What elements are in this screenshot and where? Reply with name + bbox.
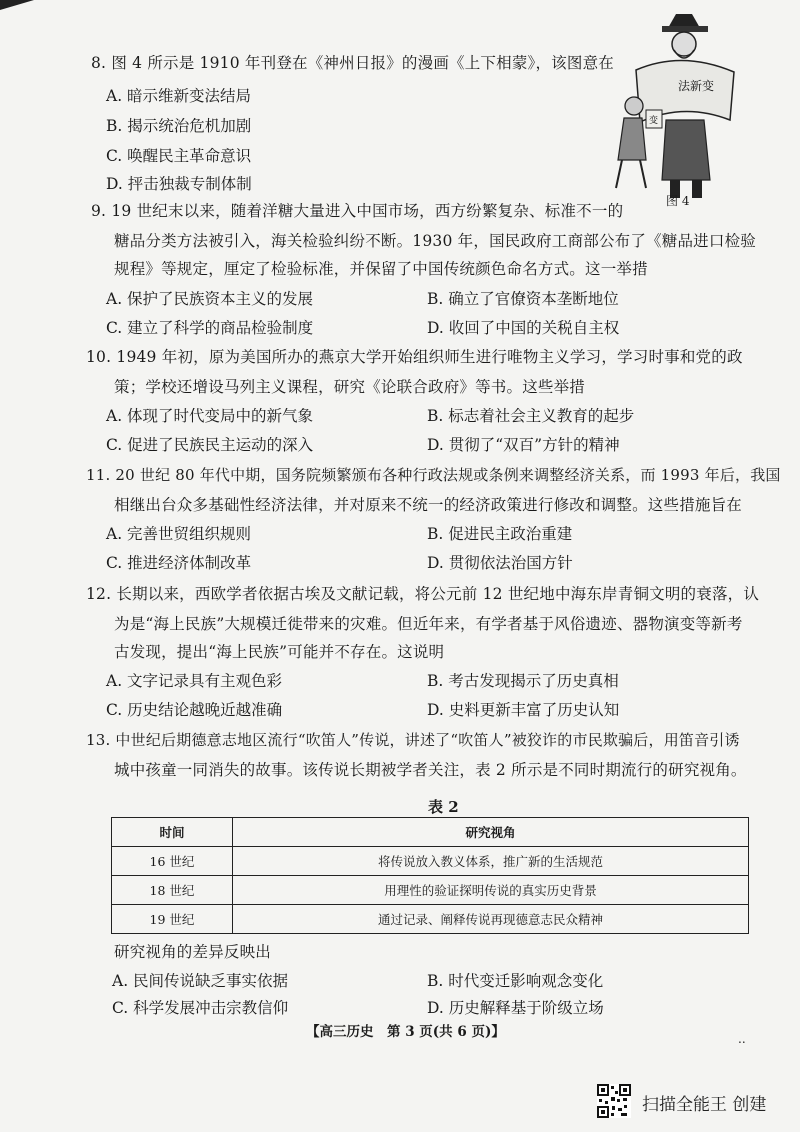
q13-question: 研究视角的差异反映出 [114,943,272,961]
footer-dots: .. [738,1032,746,1046]
q10-option-d[interactable]: D. 贯彻了“双百”方针的精神 [427,436,620,454]
q13-stem-line-2: 城中孩童一同消失的故事。该传说长期被学者关注，表 2 所示是不同时期流行的研究视角。 [114,761,747,779]
q10-option-b[interactable]: B. 标志着社会主义教育的起步 [427,407,635,425]
q9-stem-line-3: 规程》等规定，厘定了检验标准，并保留了中国传统颜色命名方式。这一举措 [114,260,648,278]
q12-option-a[interactable]: A. 文字记录具有主观色彩 [106,672,283,690]
q8-option-a[interactable]: A. 暗示维新变法结局 [106,87,252,105]
q13-option-b[interactable]: B. 时代变迁影响观念变化 [427,972,604,990]
q12-option-d[interactable]: D. 史料更新丰富了历史认知 [427,701,620,719]
q9-stem-line-2: 糖品分类方法被引入，海关检验纠纷不断。1930 年，国民政府工商部公布了《糖品进口检验 [114,232,756,250]
banner-text: 法新变 [678,79,715,93]
q13-option-c[interactable]: C. 科学发展冲击宗教信仰 [112,999,289,1017]
q9-option-a[interactable]: A. 保护了民族资本主义的发展 [106,290,314,308]
page-footer: 【高三历史 第 3 页(共 6 页)】 [306,1024,505,1040]
table-cell-time: 16 世纪 [112,847,233,876]
table-row [112,905,749,934]
table-row [112,847,749,876]
watermark-brand: 扫描全能王 创建 [642,1095,767,1115]
cartoon-figure [606,10,738,210]
q9-option-b[interactable]: B. 确立了官僚资本垄断地位 [427,290,619,308]
q10-option-c[interactable]: C. 促进了民族民主运动的深入 [106,436,314,454]
table-cell-perspective: 通过记录、阐释传说再现德意志民众精神 [233,905,749,934]
q8-stem-line-1: 8. 图 4 所示是 1910 年刊登在《神州日报》的漫画《上下相蒙》，该图意在 [91,54,614,72]
figure-caption: 图 4 [666,194,690,208]
table-header-perspective: 研究视角 [233,818,749,847]
table-cell-perspective: 用理性的验证探明传说的真实历史背景 [233,876,749,905]
q13-stem-line-1: 13. 中世纪后期德意志地区流行“吹笛人”传说，讲述了“吹笛人”被狡诈的市民欺骗后，用笛音引诱 [86,731,740,749]
table-header-row [112,818,749,847]
q11-option-b[interactable]: B. 促进民主政治重建 [427,525,573,543]
q8-option-d[interactable]: D. 抨击独裁专制体制 [106,175,252,193]
q13-option-d[interactable]: D. 历史解释基于阶级立场 [427,999,604,1017]
q9-stem-line-1: 9. 19 世纪末以来，随着洋糖大量进入中国市场，西方纷繁复杂、标准不一的 [91,202,624,220]
q10-stem-line-1: 10. 1949 年初，原为美国所办的燕京大学开始组织师生进行唯物主义学习，学习时事和党的政 [86,348,743,366]
q11-stem-line-1: 11. 20 世纪 80 年代中期，国务院频繁颁布各种行政法规或条例来调整经济关系，而 1993 年后，我国 [86,466,781,484]
table-cell-time: 18 世纪 [112,876,233,905]
table-row [112,876,749,905]
q9-option-d[interactable]: D. 收回了中国的关税自主权 [427,319,620,337]
q12-stem-line-1: 12. 长期以来，西欧学者依据古埃及文献记载，将公元前 12 世纪地中海东岸青铜文明的衰落，认 [86,585,760,603]
q12-stem-line-3: 古发现，提出“海上民族”可能并不存在。这说明 [114,643,445,661]
table-cell-perspective: 将传说放入教义体系，推广新的生活规范 [233,847,749,876]
q11-option-c[interactable]: C. 推进经济体制改革 [106,554,252,572]
q12-option-b[interactable]: B. 考古发现揭示了历史真相 [427,672,619,690]
small-sign-text: 变 [649,116,659,126]
q9-option-c[interactable]: C. 建立了科学的商品检验制度 [106,319,314,337]
table-header-time: 时间 [112,818,233,847]
q12-stem-line-2: 为是“海上民族”大规模迁徙带来的灾难。但近年来，有学者基于风俗遗迹、器物演变等新考 [114,615,743,633]
q11-option-d[interactable]: D. 贯彻依法治国方针 [427,554,573,572]
q8-option-b[interactable]: B. 揭示统治危机加剧 [106,117,252,135]
table-title: 表 2 [428,798,459,816]
q10-stem-line-2: 策；学校还增设马列主义课程，研究《论联合政府》等书。这些举措 [114,378,586,396]
q13-option-a[interactable]: A. 民间传说缺乏事实依据 [112,972,289,990]
q10-option-a[interactable]: A. 体现了时代变局中的新气象 [106,407,314,425]
q8-option-c[interactable]: C. 唤醒民主革命意识 [106,147,252,165]
table-cell-time: 19 世纪 [112,905,233,934]
qr-code-icon [597,1084,631,1118]
q11-stem-line-2: 相继出台众多基础性经济法律，并对原来不统一的经济政策进行修改和调整。这些措施旨在 [114,496,743,514]
page-corner-mark [0,0,34,10]
perspective-table [111,817,749,934]
q12-option-c[interactable]: C. 历史结论越晚近越准确 [106,701,283,719]
q11-option-a[interactable]: A. 完善世贸组织规则 [106,525,252,543]
